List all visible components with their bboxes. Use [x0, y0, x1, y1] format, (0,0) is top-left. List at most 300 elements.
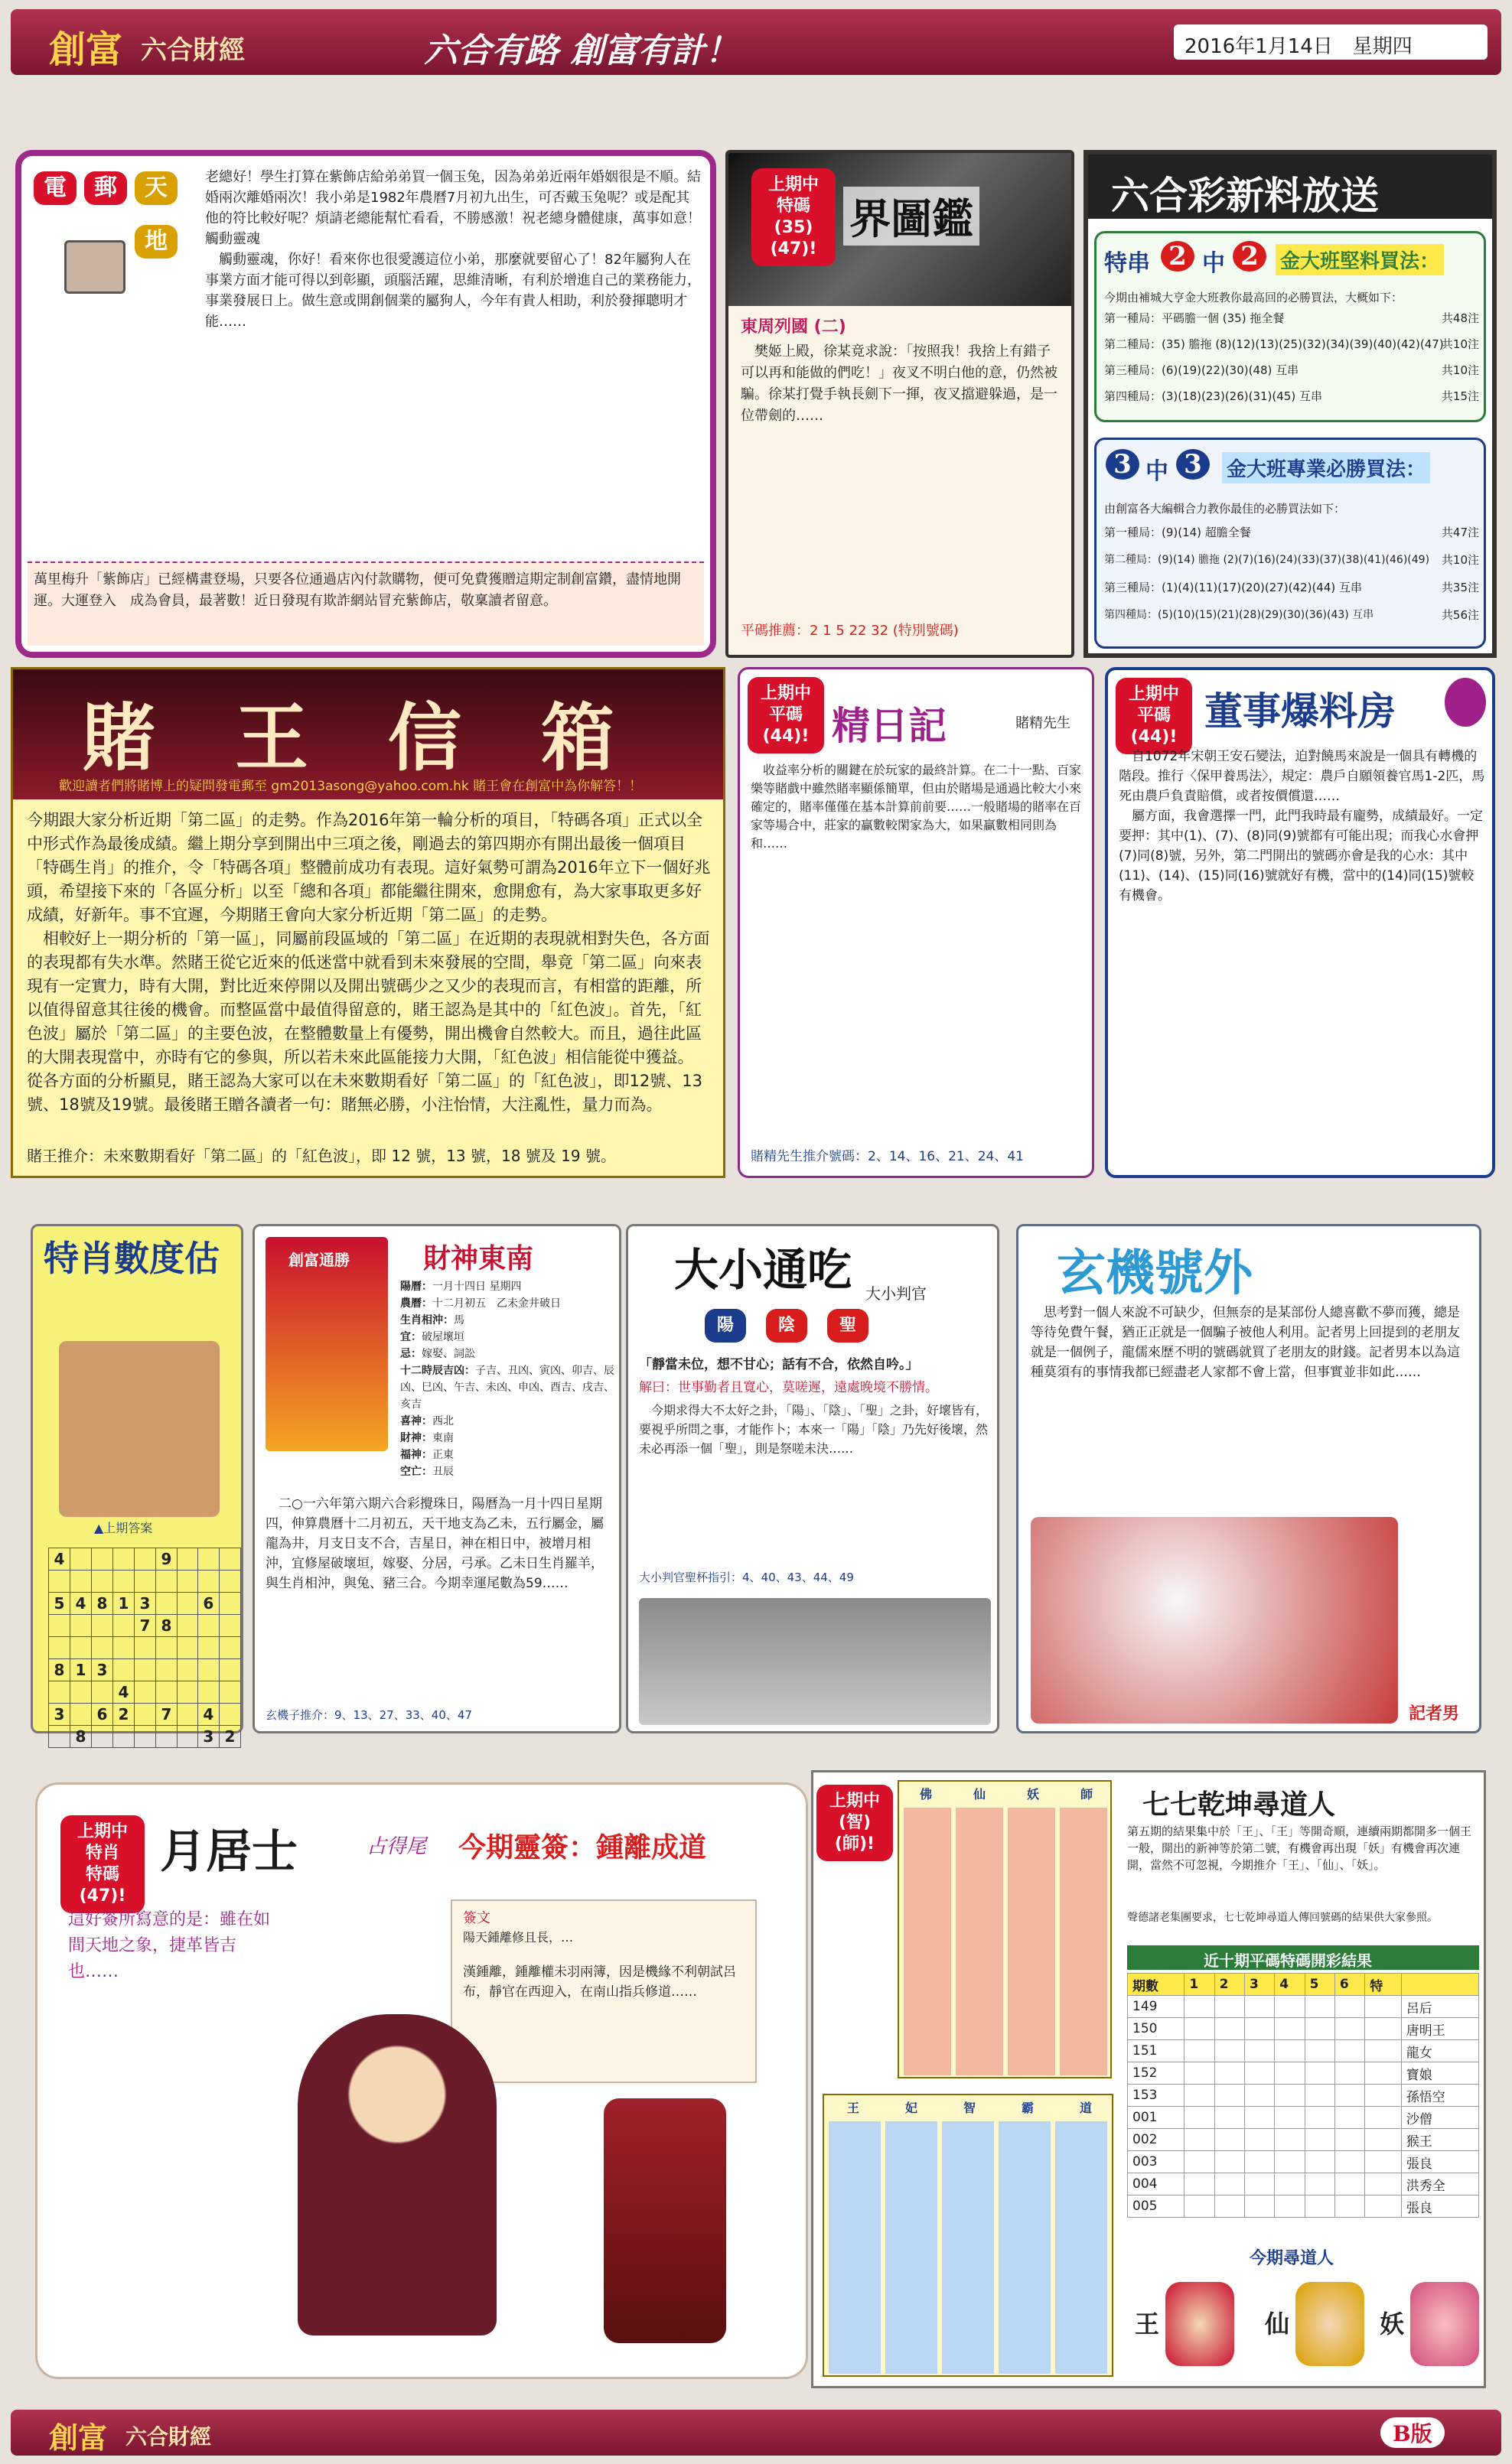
- table-cell: [1185, 2062, 1214, 2085]
- fairy-bottom-label: 智: [963, 2101, 976, 2115]
- sudoku-cell: [49, 1637, 70, 1659]
- gambler-title-2: 王: [235, 695, 308, 781]
- fairy-grid-top: [898, 1780, 1112, 2078]
- table-cell: [1275, 2173, 1305, 2195]
- sudoku-cell: 4: [197, 1704, 219, 1726]
- header-date-box: [1174, 24, 1488, 60]
- fairy-faces-top: [904, 1808, 1109, 2075]
- table-cell: [1275, 2062, 1305, 2085]
- sudoku-cell: [156, 1726, 178, 1748]
- sec2-row-count: 共47注: [1441, 526, 1479, 539]
- fortune-body: 二○一六年第六期六合彩攪珠日，陽曆為一月十四日星期四，伸算農曆十二月初五，天干地支為乙未，五行屬金，屬龍為井，月支日支不合，吉星日，神在相日中，被增月相沖，宜修屋破壞垣，嫁娶、分居，弓承。乙未日生肖羅羊，與生肖相沖，與兔、豬三合。今期幸運尾數為59……: [266, 1496, 604, 1591]
- table-cell: 152: [1128, 2062, 1185, 2085]
- gambler-title-3: 信: [388, 695, 461, 781]
- table-cell: [1334, 2151, 1364, 2173]
- sudoku-cell: [70, 1637, 92, 1659]
- sudoku-cell: [135, 1704, 156, 1726]
- zodiac-sudoku-grid: [48, 1548, 241, 1748]
- table-row: [1128, 2085, 1479, 2107]
- table-cell: 149: [1128, 1996, 1185, 2018]
- sec2-row-count: 共35注: [1441, 581, 1479, 594]
- table-cell: [1214, 2195, 1244, 2218]
- newdata-title: 六合彩新料放送: [1111, 173, 1379, 218]
- bigsmall-recommend: 大小判官聖杯指引：4、40、43、44、49: [639, 1571, 854, 1584]
- table-cell: [1334, 2085, 1364, 2107]
- mail-tag-char-1: 電: [34, 171, 77, 205]
- sec2-row-text: 第四種局：(5)(10)(15)(21)(28)(29)(30)(36)(43) 互串: [1104, 609, 1374, 621]
- fairy-panel: [811, 1770, 1486, 2388]
- table-cell: [1214, 2107, 1244, 2129]
- bigsmall-title: 大小通吃: [674, 1244, 852, 1296]
- sudoku-cell: [178, 1593, 198, 1615]
- table-cell: [1305, 2129, 1334, 2151]
- table-cell: [1214, 2129, 1244, 2151]
- gambler-recommend: 賭王推介：未來數期看好「第二區」的「紅色波」，即 12 號，13 號，18 號及 19 號。: [27, 1147, 616, 1165]
- fairy-top-label: 佛: [919, 1787, 932, 1802]
- sec2-row-count: 共56注: [1441, 608, 1479, 622]
- fortune-info-key: 忌：: [400, 1348, 422, 1360]
- map-body: 樊姬上殿，徐某竟求說：「按照我！我捨上有錯子可以再和能做的們吃！」夜叉不明白他的意，仍然被騙。徐某打覺手執長劍下一揮，夜叉擋避躲過，是一位帶劍的……: [741, 343, 1057, 424]
- mystic-signature: 記者男: [1409, 1704, 1460, 1723]
- sudoku-cell: 8: [156, 1615, 178, 1637]
- table-cell: [1185, 2129, 1214, 2151]
- chip-yin: 陰: [766, 1309, 807, 1343]
- mail-tag-char-2: 郵: [84, 171, 127, 205]
- header-slogan: 六合有路 創富有計！: [424, 31, 739, 70]
- hermit-poem-label: 簽文: [463, 1910, 490, 1926]
- hermit-poem-card: [451, 1899, 757, 2083]
- table-cell: [1214, 1996, 1244, 2018]
- gambler-body: 今期跟大家分析近期「第二區」的走勢。作為2016年第一輪分析的項目，「特碼各項」正式以全中形式作為最後成績。繼上期分享到開出中三項之後，剛過去的第四期亦有開出最後一個項目「特碼生肖」的推介，令「特碼各項」整體前成功有表現。這好氣勢可謂為2016年立下一個好兆頭，希望接下來的「各區分析」以至「總和各項」都能繼往開來，愈開愈有，為大家事取更多好成績，好新年。事不宜遲，今期賭王會向大家分析近期「第二區」的走勢。 相較好上一期分析的「第一區」，同屬前段區域的「第二區」在近期的表現就相對失色，各方面的表現都有失水準。然賭王從它近來的低迷當中就看到未來發展的空間，舉竟「第二區」向來表現有一定實力，時有大開，對比近來停開以及開出號碼少之又少的表現而言，有相當的距離，所以值得留意其往後的機會。而整區當中最值得留意的，賭王認為是其中的「紅色波」。首先，「紅色波」屬於「第二區」的主要色波，在整體數量上有優勢，開出機會自然較大。而且，過往此區的大開表現當中，亦時有它的參與，所以若未來此區能接力大開，「紅色波」相信能從中獲益。 從各方面的分析顯見，賭王認為大家可以在未來數期看好「第二區」的「紅色波」，即12號、13號、18號及19號。最後賭王贈各讀者一句：賭無必勝，小注怡情，大注亂性，量力而為。: [27, 811, 711, 1114]
- table-cell: [1365, 2129, 1401, 2151]
- fairy-result-3: 妖: [1380, 2309, 1405, 2339]
- gambler-email-note: 歡迎讀者們將賭博上的疑問發電郵至 gm2013asong@yahoo.com.hk 賭王會在創富中為你解答！！: [59, 779, 643, 794]
- fairy-intro: 第五期的結果集中於「王」、「王」等開奇順，連續兩期都開多一個王一般，開出的新神等於第二號，有機會再出現「妖」有機會再次連開，當然不可忽視，今期推介「王」、「仙」、「妖」。: [1127, 1824, 1472, 1872]
- table-cell: [1244, 2085, 1274, 2107]
- sec1-title: 金大班堅料買法：: [1276, 244, 1444, 275]
- newdata-sec1: [1094, 231, 1486, 422]
- sudoku-cell: [197, 1571, 219, 1593]
- sudoku-cell: [156, 1593, 178, 1615]
- zodiac-title: 特肖數度估: [44, 1238, 220, 1279]
- sec1-label-4: 2: [1233, 241, 1266, 272]
- sec2-label-1: 3: [1106, 449, 1139, 480]
- fortune-panel: [253, 1224, 621, 1733]
- sudoku-cell: [197, 1681, 219, 1704]
- fortune-title: 財神東南: [423, 1242, 534, 1274]
- bigsmall-photo: [639, 1598, 991, 1725]
- footer-page: B版: [1380, 2417, 1445, 2448]
- fortune-info-item: [400, 1447, 614, 1463]
- table-cell: [1185, 2195, 1214, 2218]
- fairy-table-title: 近十期平碼特碼開彩結果: [1204, 1951, 1372, 1970]
- table-cell: 洪秀全: [1401, 2173, 1478, 2195]
- fairy-top-labels: [899, 1785, 1113, 1803]
- hermit-fortune-sticks: [604, 2098, 726, 2343]
- calendar-image: [266, 1237, 388, 1451]
- mail-tag: [34, 171, 194, 324]
- sudoku-cell: [219, 1571, 240, 1593]
- sudoku-cell: [178, 1681, 198, 1704]
- sec1-row-count: 共15注: [1441, 389, 1479, 403]
- sudoku-cell: [197, 1659, 219, 1681]
- table-cell: [1305, 2062, 1334, 2085]
- mail-panel: [15, 150, 716, 658]
- table-cell: [1185, 2085, 1214, 2107]
- table-header-cell: [1401, 1974, 1478, 1996]
- sec2-row: [1104, 579, 1479, 602]
- table-cell: [1334, 2040, 1364, 2062]
- fairy-bottom-label: 王: [846, 2101, 859, 2115]
- fortune-info-item: [400, 1295, 614, 1312]
- fairy-grid-bottom: [823, 2094, 1113, 2377]
- table-cell: [1334, 2062, 1364, 2085]
- fortune-info-key: 農曆：: [400, 1297, 432, 1310]
- sec1-row: [1104, 336, 1479, 359]
- table-cell: [1305, 2151, 1334, 2173]
- table-cell: [1334, 2107, 1364, 2129]
- sec2-row-text: 第三種局：(1)(4)(11)(17)(20)(27)(42)(44) 互串: [1104, 581, 1363, 594]
- sec2-intro: 由創富各大編輯合力教你最佳的必勝買法如下：: [1104, 502, 1346, 516]
- fortune-info-key: 福神：: [400, 1449, 432, 1461]
- table-header-cell: 3: [1244, 1974, 1274, 1996]
- sudoku-cell: 3: [135, 1593, 156, 1615]
- table-cell: [1305, 2173, 1334, 2195]
- sudoku-cell: [113, 1548, 135, 1571]
- fortune-info-value: 正東: [432, 1449, 454, 1461]
- gambler-panel: [11, 667, 725, 1178]
- hermit-panel: [35, 1782, 808, 2379]
- essence-body: 收益率分析的關鍵在於玩家的最終計算。在二十一點、百家樂等賭戲中雖然賭率顯係簡單，但由於賭場是通過比較大小來確定的，賭率僅僅在基本計算前前要……一般賭場的賭率在百家等場合中，莊家的贏數較閑家為大，如果贏數相同則為和……: [751, 763, 1082, 851]
- gambler-title-1: 賭: [82, 695, 155, 781]
- mystic-photo: [1031, 1517, 1398, 1723]
- table-cell: 001: [1128, 2107, 1185, 2129]
- sudoku-cell: [92, 1548, 113, 1571]
- sec1-row-text: 第三種局：(6)(19)(22)(30)(48) 互串: [1104, 363, 1299, 377]
- bigsmall-subtitle: 大小判官: [865, 1284, 927, 1303]
- sudoku-row: [49, 1659, 241, 1681]
- table-cell: 唐明王: [1401, 2018, 1478, 2040]
- sec2-title: 金大班專業必勝買法：: [1222, 452, 1430, 483]
- sudoku-cell: 5: [49, 1593, 70, 1615]
- table-cell: [1305, 2195, 1334, 2218]
- director-title: 董事爆料房: [1204, 688, 1396, 734]
- hermit-tag: 上期中 特肖 特碼(47)!: [60, 1815, 145, 1913]
- table-cell: [1214, 2173, 1244, 2195]
- fortune-info-key: 宜：: [400, 1331, 422, 1343]
- sudoku-cell: [219, 1659, 240, 1681]
- bigsmall-verse: 「靜當未位，想不甘心；話有不合，依然自吟。」: [639, 1357, 919, 1372]
- fairy-bottom-label: 妃: [904, 2101, 917, 2115]
- fairy-table-title-bar: [1127, 1945, 1479, 1970]
- table-cell: 004: [1128, 2173, 1185, 2195]
- mystic-panel: [1016, 1224, 1481, 1733]
- fortune-info-item: [400, 1413, 614, 1430]
- table-cell: [1365, 1996, 1401, 2018]
- table-cell: [1334, 1996, 1364, 2018]
- table-cell: [1275, 2151, 1305, 2173]
- sudoku-row: [49, 1593, 241, 1615]
- table-cell: [1365, 2040, 1401, 2062]
- table-row: [1128, 2129, 1479, 2151]
- table-cell: [1244, 2062, 1274, 2085]
- sudoku-cell: [113, 1571, 135, 1593]
- fortune-info-item: [400, 1430, 614, 1447]
- table-row: [1128, 2151, 1479, 2173]
- fortune-info-item: [400, 1278, 614, 1295]
- zodiac-panel: [31, 1224, 243, 1746]
- sudoku-row: [49, 1704, 241, 1726]
- map-title: 界圖鑑: [843, 187, 979, 246]
- sudoku-cell: [219, 1615, 240, 1637]
- sudoku-cell: [197, 1548, 219, 1571]
- fairy-result-row: [1135, 2274, 1479, 2381]
- sudoku-cell: [135, 1637, 156, 1659]
- fortune-info-item: [400, 1329, 614, 1346]
- header-date: 2016年1月14日 星期四: [1185, 35, 1413, 58]
- table-cell: [1214, 2018, 1244, 2040]
- sec1-row-count: 共48注: [1441, 311, 1479, 325]
- sec1-label-2: 2: [1161, 241, 1194, 272]
- director-body: 自1072年宋朝王安石變法，迫對饒馬來說是一個具有轉機的階段。推行〈保甲養馬法〉，規定：農戶自願領養官馬1-2匹，馬死由農戶負責賠償，或者按價償還…… 屬方面，我會選擇一門，此門我時最有龐勢，成績最好。一定要押：其中(1)、(7)、(8)同(9)號都有可能出現；而我心水會押(7)同(8)號，另外，第二門開出的號碼亦會是我的心水：其中(11)、(14)、(15)同(16)號就好有機，當中的(14)同(15)號較有機會。: [1119, 749, 1485, 903]
- fortune-info-key: 生肖相沖：: [400, 1314, 454, 1326]
- sudoku-cell: 1: [113, 1593, 135, 1615]
- sudoku-cell: [135, 1659, 156, 1681]
- table-row: [1128, 2018, 1479, 2040]
- chip-sheng: 聖: [827, 1309, 868, 1343]
- table-cell: [1214, 2040, 1244, 2062]
- sudoku-cell: [70, 1571, 92, 1593]
- table-cell: [1244, 2173, 1274, 2195]
- table-cell: [1244, 2107, 1274, 2129]
- table-cell: 張良: [1401, 2195, 1478, 2218]
- sudoku-cell: [113, 1726, 135, 1748]
- fairy-top-label: 妖: [1026, 1787, 1039, 1802]
- table-cell: 151: [1128, 2040, 1185, 2062]
- sudoku-cell: 3: [92, 1659, 113, 1681]
- sudoku-cell: [197, 1615, 219, 1637]
- sec2-label-3: 3: [1176, 449, 1210, 480]
- sec2-row-text: 第一種局：(9)(14) 超膽全餐: [1104, 526, 1251, 539]
- table-row: [1128, 2195, 1479, 2218]
- fortune-info-value: 東南: [432, 1432, 454, 1444]
- sudoku-cell: 7: [156, 1704, 178, 1726]
- table-cell: [1365, 2018, 1401, 2040]
- sudoku-cell: [70, 1704, 92, 1726]
- map-panel: [725, 150, 1074, 658]
- table-cell: 呂后: [1401, 1996, 1478, 2018]
- sudoku-cell: 4: [70, 1593, 92, 1615]
- table-cell: [1185, 2173, 1214, 2195]
- table-cell: [1275, 2085, 1305, 2107]
- table-cell: [1185, 1996, 1214, 2018]
- fortune-info-list: [400, 1278, 614, 1478]
- essence-panel: [738, 667, 1094, 1178]
- sudoku-cell: 3: [49, 1704, 70, 1726]
- sec2-row: [1104, 524, 1479, 547]
- table-cell: 猴王: [1401, 2129, 1478, 2151]
- demon-figure: [1410, 2282, 1479, 2366]
- gambler-title-4: 箱: [541, 695, 614, 781]
- mail-tag-char-4: 地: [135, 225, 178, 259]
- table-cell: [1365, 2151, 1401, 2173]
- sudoku-cell: 8: [49, 1659, 70, 1681]
- bigsmall-explain: 解曰：世事勤者且寬心，莫嗟遲，遠處晚境不勝情。: [639, 1380, 938, 1395]
- fairy-tag: 上期中 (智)(師)!: [816, 1785, 893, 1861]
- essence-tag: 上期中 平碼(44)!: [748, 677, 824, 754]
- newdata-panel: [1083, 150, 1497, 658]
- table-cell: [1305, 2085, 1334, 2107]
- fairy-result-1: 王: [1135, 2309, 1160, 2339]
- table-header-cell: 期數: [1128, 1974, 1185, 1996]
- table-cell: [1185, 2040, 1214, 2062]
- header-brand-sub: 六合財經: [141, 35, 245, 66]
- sudoku-cell: 2: [113, 1704, 135, 1726]
- fortune-info-item: [400, 1463, 614, 1480]
- sudoku-cell: [219, 1548, 240, 1571]
- sudoku-cell: [92, 1571, 113, 1593]
- table-row: [1128, 2107, 1479, 2129]
- table-cell: 153: [1128, 2085, 1185, 2107]
- fortune-info-value: 破屋壞垣: [422, 1331, 464, 1343]
- table-cell: [1185, 2107, 1214, 2129]
- fairy-title: 七七乾坤尋道人: [1142, 1789, 1336, 1821]
- table-cell: [1214, 2062, 1244, 2085]
- table-row: [1128, 2062, 1479, 2085]
- fortune-info-value: 一月十四日 星期四: [432, 1281, 522, 1293]
- table-cell: [1334, 2018, 1364, 2040]
- chip-yang: 陽: [705, 1309, 746, 1343]
- sec1-row: [1104, 388, 1479, 411]
- sec1-label-3: 中: [1202, 250, 1225, 277]
- fortune-info-item: [400, 1312, 614, 1329]
- sudoku-cell: [156, 1681, 178, 1704]
- table-cell: [1275, 2107, 1305, 2129]
- fortune-info-value: 嫁娶、詞訟: [422, 1348, 475, 1360]
- footer-bar: [11, 2410, 1501, 2456]
- table-cell: [1244, 1996, 1274, 2018]
- sudoku-cell: [178, 1548, 198, 1571]
- sec2-label-2: 中: [1145, 458, 1168, 485]
- table-cell: [1275, 2040, 1305, 2062]
- sudoku-cell: [178, 1615, 198, 1637]
- sec1-row: [1104, 310, 1479, 333]
- sudoku-row: [49, 1726, 241, 1748]
- sudoku-cell: [113, 1615, 135, 1637]
- fortune-info-value: 十二月初五 乙未金井破日: [432, 1297, 561, 1310]
- map-tag: 上期中 特碼 (35)(47)!: [751, 168, 836, 266]
- table-cell: 沙僧: [1401, 2107, 1478, 2129]
- table-cell: 002: [1128, 2129, 1185, 2151]
- table-cell: [1334, 2195, 1364, 2218]
- sudoku-cell: [135, 1726, 156, 1748]
- table-cell: 孫悟空: [1401, 2085, 1478, 2107]
- table-cell: [1305, 2040, 1334, 2062]
- hermit-advice: 這好簽所寫意的是：雖在如間天地之象，捷革皆吉也……: [68, 1910, 271, 1981]
- sudoku-cell: [49, 1615, 70, 1637]
- sec1-row-text: 第二種局：(35) 膽拖 (8)(12)(13)(25)(32)(34)(39)(40)(42)(47): [1104, 337, 1444, 351]
- table-cell: [1275, 2129, 1305, 2151]
- sec1-row-count: 共10注: [1441, 363, 1479, 377]
- sudoku-cell: [70, 1548, 92, 1571]
- table-cell: [1244, 2151, 1274, 2173]
- sudoku-cell: [178, 1637, 198, 1659]
- director-lion-icon: [1445, 678, 1486, 727]
- sec1-row-text: 第一種局：平碼膽一個 (35) 拖全餐: [1104, 311, 1285, 325]
- essence-title: 精日記: [832, 703, 947, 748]
- fortune-info-key: 十二時辰吉凶：: [400, 1365, 475, 1377]
- zodiac-illustration: [59, 1341, 220, 1517]
- sudoku-cell: [92, 1637, 113, 1659]
- table-cell: [1275, 2018, 1305, 2040]
- table-cell: [1365, 2107, 1401, 2129]
- table-cell: [1305, 2018, 1334, 2040]
- fairy-note: 聲德諸老集團要求，七七乾坤尋道人傳回號碼的結果供大家參照。: [1127, 1912, 1438, 1924]
- fortune-info-key: 陽曆：: [400, 1281, 432, 1293]
- computer-icon: [64, 240, 125, 294]
- sudoku-cell: [219, 1637, 240, 1659]
- table-row: [1128, 2040, 1479, 2062]
- sudoku-cell: [156, 1571, 178, 1593]
- table-header-cell: 特: [1365, 1974, 1401, 1996]
- table-cell: 003: [1128, 2151, 1185, 2173]
- sec2-row: [1104, 552, 1479, 574]
- sudoku-cell: 8: [70, 1726, 92, 1748]
- sudoku-cell: [178, 1659, 198, 1681]
- gambler-banner: [13, 669, 723, 799]
- table-header-cell: 6: [1334, 1974, 1364, 1996]
- sec1-row-count: 共10注: [1441, 337, 1479, 351]
- sudoku-cell: 4: [49, 1548, 70, 1571]
- sudoku-cell: 9: [156, 1548, 178, 1571]
- fortune-info-value: 丑辰: [432, 1466, 454, 1478]
- fairy-figure: [1295, 2282, 1364, 2366]
- sudoku-cell: [113, 1659, 135, 1681]
- sudoku-cell: [70, 1681, 92, 1704]
- sudoku-cell: [92, 1726, 113, 1748]
- table-cell: [1305, 1996, 1334, 2018]
- hermit-title: 月居士: [160, 1825, 298, 1879]
- mystic-body: 思考對一個人來說不可缺少，但無奈的是某部份人總喜歡不夢而獲，總是等待免費午餐，猶正正就是一個騙子被他人利用。記者男上回提到的老朋友就是一個例子，龍儒來歷不明的號碼就買了老朋友的財錢。記者男本以為這種莫須有的事情我都已經盡老人家都不會上當，但事實並非如此……: [1031, 1305, 1460, 1380]
- sudoku-cell: [178, 1704, 198, 1726]
- fortune-info-value: 馬: [454, 1314, 464, 1326]
- header-brand: 創富: [49, 28, 123, 71]
- table-header-cell: 1: [1185, 1974, 1214, 1996]
- fortune-info-key: 財神：: [400, 1432, 432, 1444]
- sudoku-cell: [156, 1659, 178, 1681]
- king-figure: [1165, 2282, 1234, 2366]
- sudoku-cell: [49, 1726, 70, 1748]
- sudoku-cell: 4: [113, 1681, 135, 1704]
- fortune-info-value: 子吉、丑凶、寅凶、卯吉、辰凶、巳凶、午吉、未凶、申凶、酉吉、戌吉、亥吉: [400, 1365, 614, 1411]
- table-cell: [1305, 2107, 1334, 2129]
- table-cell: [1275, 1996, 1305, 2018]
- sudoku-cell: [219, 1593, 240, 1615]
- sec2-row-text: 第二種局：(9)(14) 膽拖 (2)(7)(16)(24)(33)(37)(38)(41)(46)(49): [1104, 554, 1430, 566]
- sudoku-cell: [113, 1637, 135, 1659]
- sudoku-cell: [135, 1681, 156, 1704]
- table-cell: [1244, 2195, 1274, 2218]
- fairy-result-label: 今期尋道人: [1250, 2248, 1334, 2268]
- fairy-results-table: [1127, 1973, 1479, 2218]
- table-cell: [1214, 2085, 1244, 2107]
- map-note: 平碼推薦：2 1 5 22 32 (特別號碼): [741, 623, 959, 639]
- table-cell: 寶娘: [1401, 2062, 1478, 2085]
- table-cell: 150: [1128, 2018, 1185, 2040]
- table-cell: [1275, 2195, 1305, 2218]
- sudoku-cell: 6: [92, 1704, 113, 1726]
- sudoku-row: [49, 1681, 241, 1704]
